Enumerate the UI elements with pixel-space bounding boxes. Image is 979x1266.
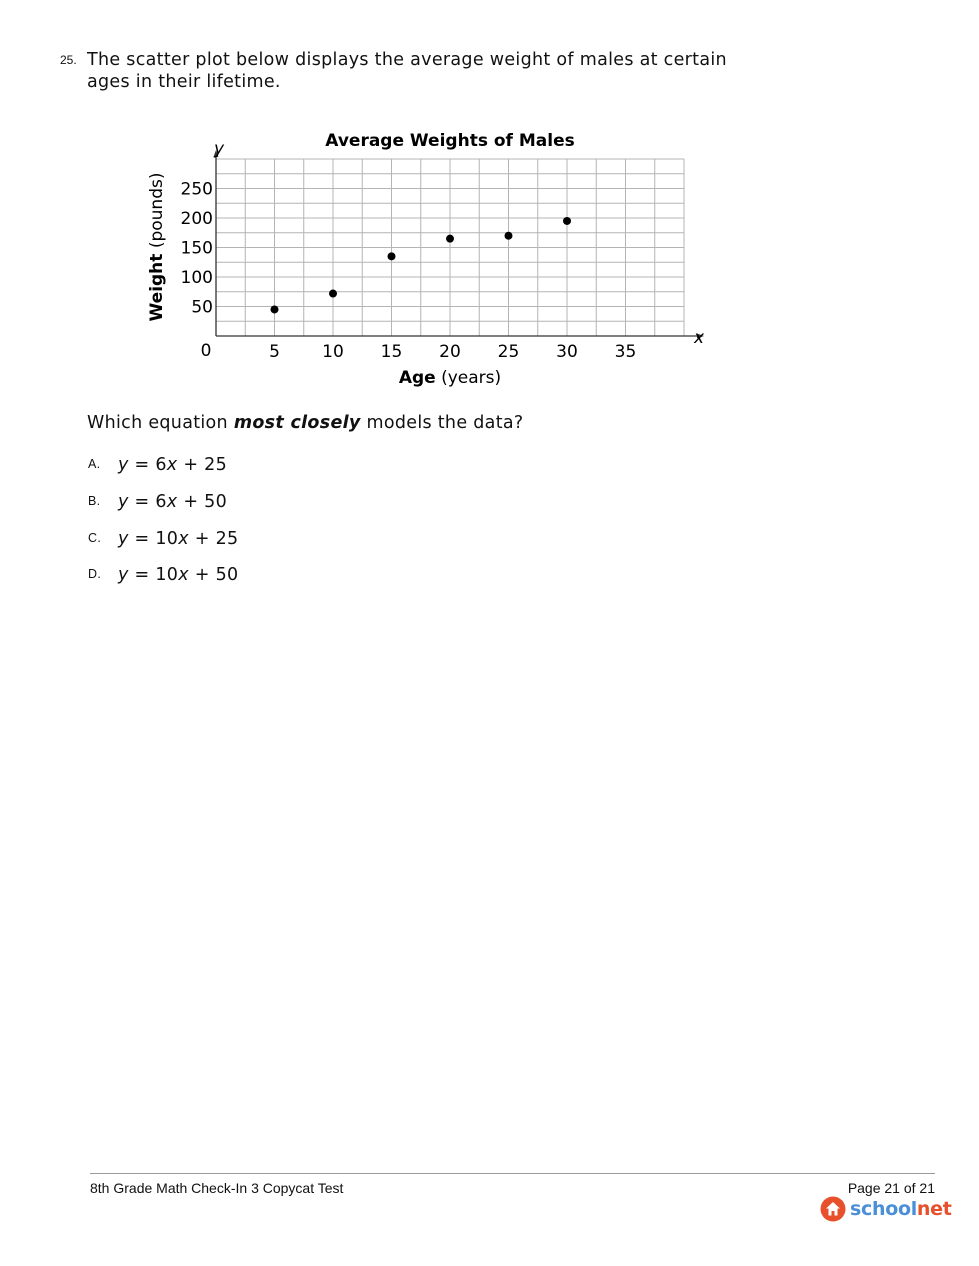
question-prompt: [87, 413, 523, 433]
choice-letter: B.: [88, 494, 101, 508]
question-text: [87, 49, 807, 93]
y-tick-labels: [181, 180, 213, 318]
data-point: [446, 235, 454, 243]
y-tick-label: 100: [180, 268, 213, 288]
y-axis-label-unit: (pounds): [147, 172, 167, 254]
choice-equation: y = 10x + 50: [118, 565, 239, 585]
y-tick-label: 200: [180, 209, 213, 229]
chart-title: Average Weights of Males: [325, 131, 575, 151]
y-tick-label: 250: [180, 179, 213, 200]
logo-wordmark: schoolnet: [850, 1198, 952, 1220]
y-tick-label: 50: [191, 297, 213, 318]
x-tick-label: 15: [380, 342, 403, 362]
footer-divider: [90, 1173, 935, 1174]
x-tick-label: 35: [614, 342, 637, 362]
x-tick-labels: [269, 342, 636, 362]
data-point: [329, 290, 337, 298]
chart-gridlines: [216, 159, 684, 336]
choice-letter: C.: [88, 531, 102, 545]
data-point: [271, 305, 279, 313]
prompt-text-start: Which equation: [87, 413, 234, 433]
data-point: [505, 232, 513, 240]
x-tick-label: 25: [497, 342, 520, 362]
chart-axes: [214, 150, 705, 339]
data-point: [388, 252, 396, 260]
question-text-line-1: The scatter plot below displays the average weight of males at certain: [87, 50, 727, 70]
choice-equation: y = 10x + 25: [118, 529, 239, 549]
choice-letter: D.: [88, 567, 102, 581]
question-text-line-2: ages in their lifetime.: [87, 72, 281, 92]
x-axis-label: [399, 368, 501, 388]
choice-equation: y = 6x + 50: [118, 492, 228, 512]
y-axis-label: [147, 173, 167, 322]
scatter-chart: [140, 125, 720, 395]
y-axis-label-bold: Weight: [147, 253, 167, 322]
x-axis-label-unit: (years): [435, 368, 502, 388]
y-axis-variable: y: [214, 139, 225, 159]
schoolnet-logo: [820, 1196, 952, 1222]
origin-label: 0: [200, 341, 212, 361]
choice-letter: A.: [88, 457, 101, 471]
x-tick-label: 30: [556, 342, 578, 362]
question-number: 25.: [60, 53, 77, 67]
house-icon: [820, 1196, 846, 1222]
x-tick-label: 20: [439, 342, 461, 362]
x-tick-label: 5: [269, 342, 280, 362]
footer-page-number: Page 21 of 21: [847, 1180, 935, 1196]
x-axis-label-bold: Age: [398, 368, 436, 388]
prompt-text-end: models the data?: [360, 413, 524, 433]
choice-equation: y = 6x + 25: [118, 455, 228, 475]
prompt-emphasis: most closely: [233, 413, 361, 433]
y-tick-label: 150: [180, 238, 213, 259]
footer-test-title: 8th Grade Math Check-In 3 Copycat Test: [90, 1180, 344, 1196]
data-point: [563, 217, 571, 225]
x-tick-label: 10: [322, 342, 344, 362]
x-axis-variable: x: [694, 328, 705, 348]
